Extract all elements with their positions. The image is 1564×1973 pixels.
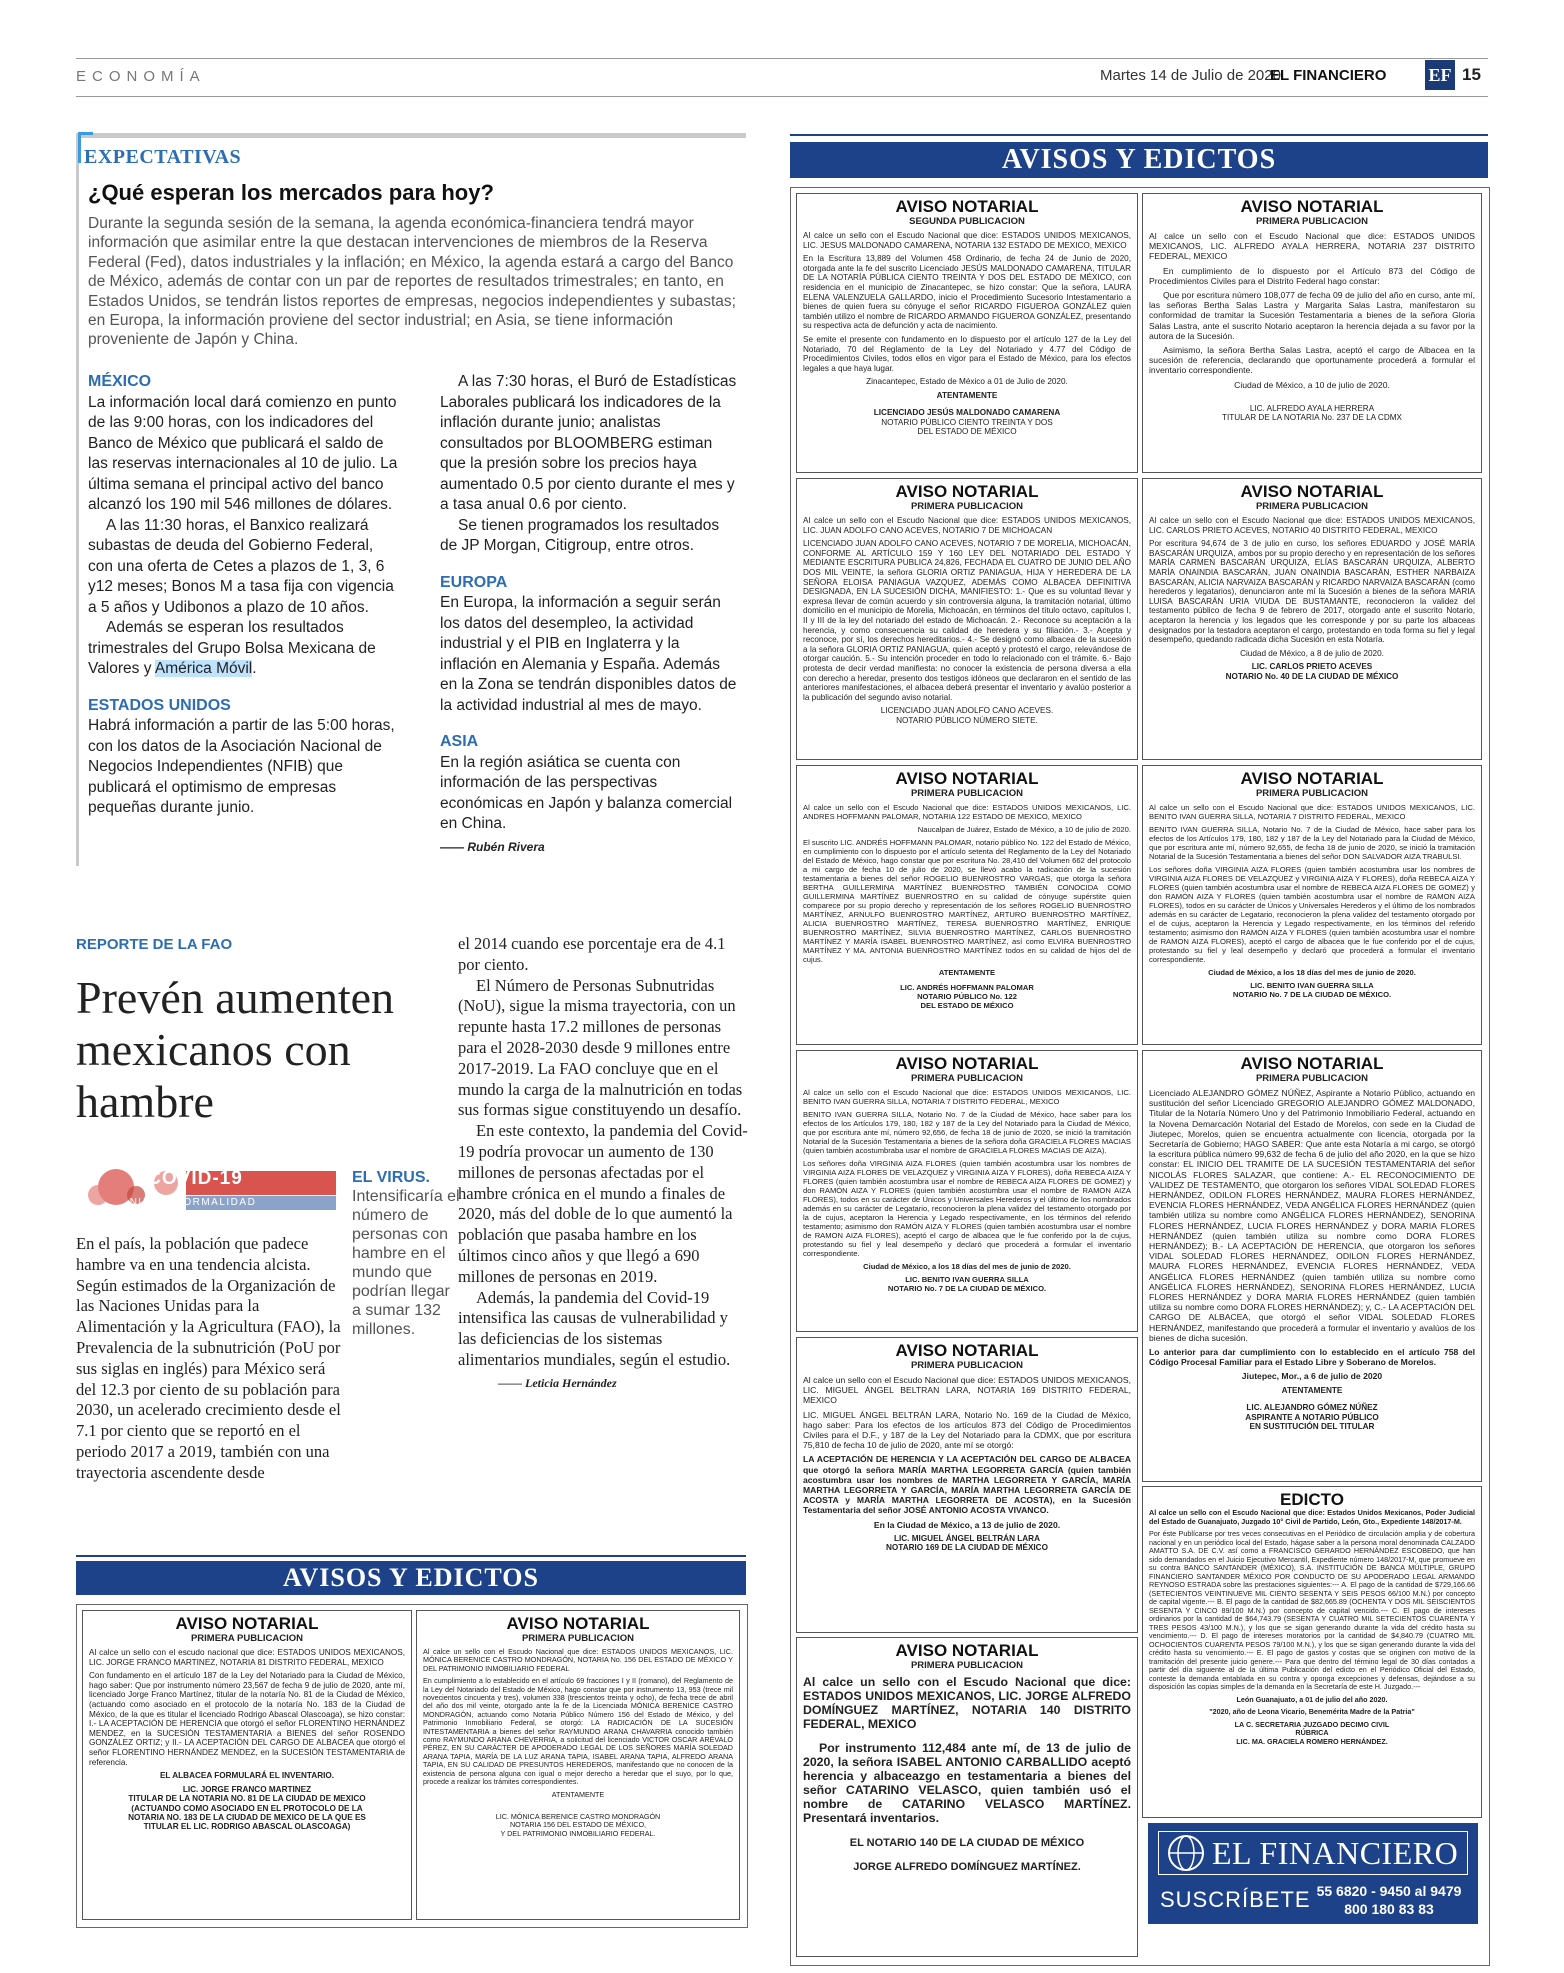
section-label: ECONOMÍA <box>76 68 206 85</box>
notice-body <box>1149 516 1475 658</box>
expectativas-intro: Durante la segunda sesión de la semana, la agenda económica-financiera tendrá mayor información que asimilar entre la que destacan intervenciones de miembros de la Reserva Federal (Fed), datos industriales y la inflación; en México, la agenda estará a cargo del Banco de México, además de contar con un par de reportes de resultados trimestrales; en tanto, en Estados Unidos, se tendrán listos reportes de empresas, negocios independientes y subastas; en Europa, la información proviene del sector industrial; en Asia, se tiene información proveniente de Japón y China. <box>88 215 736 349</box>
el-virus-caption <box>352 1168 462 1339</box>
notice-subtitle: PRIMERA PUBLICACION <box>1255 216 1369 227</box>
edicto-leon <box>1142 1486 1482 1818</box>
signature-line: DEL ESTADO DE MÉXICO <box>920 1001 1014 1010</box>
el-virus-head: EL VIRUS. <box>352 1169 430 1186</box>
notice-paragraph: León Guanajuato, a 01 de julio del año 2020. <box>1236 1694 1388 1704</box>
notice-signature <box>423 1813 733 1838</box>
signature-line: NOTARIO No. 7 DE LA CIUDAD DE MÉXICO. <box>1232 990 1392 999</box>
notice-paragraph: Al calce un sello con el Escudo Nacional que dice: ESTADOS UNIDOS MEXICANOS, LIC. JORGE ALFREDO DOMÍNGUEZ MARTÍNEZ, NOTARIA 140 DISTRITO FEDERAL, MEXICO <box>803 1675 1131 1731</box>
notice-paragraph: BENITO IVAN GUERRA SILLA, Notario No. 7 de la Ciudad de México, hace saber para los efectos de los Artículos 179, 180, 182 y 187 de la Ley del Notariado para la Ciudad de México, que por escritura ante mí, número 92,656, de fecha 18 de junio de 2020, se inició la tramitación Notarial de la Sucesión Testamentaria a bienes de la señora doña GRACIELA FLORES MACIAS (quien también acostumbraba usar el nombre de GRACIELA FLORES MACIAS DE AIZA). <box>803 1110 1131 1155</box>
expectativas-byline: —— Rubén Rivera <box>440 839 545 854</box>
notice-paragraph: Que por escritura número 108,077 de fecha 09 de julio del año en curso, ante mí, las señoras Bertha Salas Lastra y Margarita Salas Lastra, manifestaron su conformidad de tramitar la Sucesión Testamentaria a bienes de la señora Gloria Salas Lastra, ante el suscrito Notario aceptaron la herencia dejada a su favor por la autora de la Sucesión. <box>1149 290 1475 341</box>
notice-title: AVISO NOTARIAL <box>175 1614 319 1633</box>
fao-right-column <box>458 934 748 1394</box>
notice-signature <box>1149 1721 1475 1747</box>
notice-paragraph: Por escritura 94,674 de 3 de julio en curso, los señores EDUARDO y JOSÉ MARÍA BASCARÁN URQUIZA, ambos por su propio derecho y en representación de los señores MARÍA CARMEN BASCARÁN URQUIZA, ELÍAS BASCARÁN URQUIZA, ALBERTO MARÍA ONAINDIA BASCARÁN, JUAN ONAINDIA BASCARÁN, ESTHER NARBAIZA BASCARÁN, ALICIA NARVAIZA BASCARÁN y RICARDO NARVAIZA BASCARÁN (como herederos y legatarios), denunciaron ante mí la Sucesión a bienes de la señora MARIA LUISA BASCARÁN URIA VIUDA DE BUSTAMANTE, reconocieron la validez del testamento público de fecha 9 de febrero de 2017, otorgado ante el suscrito Notario, aceptaron la herencia y los legados que les corresponde y por su parte los albaceas designados por la testadora aceptaron el cargo, protestando en toda forma su fiel y legal desempeño, quedando radicada dicha Sucesión en esta Notaría. <box>1149 539 1475 645</box>
notice-subtitle: PRIMERA PUBLICACION <box>910 501 1024 512</box>
notice-paragraph: LIC. MIGUEL ÁNGEL BELTRÁN LARA, Notario No. 169 de la Ciudad de México, hago saber: Para los efectos de los artículos 873 del Código de Procedimientos Civiles para el D.F., y 187 de la Ley del Notariado para la CDMX, que por escritura 75,810 de fecha 10 de julio de 2020, ante mí se otorgó: <box>803 1409 1131 1451</box>
notice-signature <box>803 1275 1131 1293</box>
notice-signature <box>803 1534 1131 1553</box>
mexico-paragraph-1: La información local dará comienzo en punto de las 9:00 horas, con los indicadores del Banco de México que publicará el saldo de las reservas internacionales al 10 de julio. La última semana el principal activo del banco alcanzó los 190 mil 546 millones de dólares. <box>88 393 398 513</box>
notice-maldonado <box>796 193 1138 473</box>
notice-title: AVISO NOTARIAL <box>895 769 1039 788</box>
signature-line: LIC. BENITO IVAN GUERRA SILLA <box>905 1275 1029 1284</box>
signature-line: LA C. SECRETARIA JUZGADO DECIMO CIVIL <box>1234 1719 1390 1729</box>
notice-title: EDICTO <box>1280 1490 1344 1509</box>
notice-title: AVISO NOTARIAL <box>1240 197 1384 216</box>
signature-line: JORGE ALFREDO DOMÍNGUEZ MARTÍNEZ. <box>853 1861 1081 1873</box>
notice-paragraph: Ciudad de México, a 10 de julio de 2020. <box>1234 379 1390 390</box>
covid-label: COVID-19 <box>147 1168 243 1189</box>
notice-paragraph: Zinacantepec, Estado de México a 01 de Julio de 2020. <box>866 377 1068 387</box>
signature-line: LICENCIADO JESÚS MALDONADO CAMARENA <box>873 408 1061 418</box>
notice-signature <box>89 1785 405 1832</box>
notice-prieto <box>1142 478 1482 760</box>
notice-subtitle: PRIMERA PUBLICACION <box>521 1633 635 1644</box>
notice-signature <box>803 968 1131 1010</box>
date-line: Martes 14 de Julio de 2020 <box>1100 67 1281 84</box>
eu-heading: ESTADOS UNIDOS <box>88 696 231 714</box>
notice-paragraph: Al calce un sello con el Escudo Nacional que dice: ESTADOS UNIDOS MEXICANOS, LIC. JESUS MALDONADO CAMARENA, NOTARIA 132 ESTADO DE MEXICO, MEXICO <box>803 231 1131 250</box>
mexico-p3-text: Además se esperan los resultados trimestrales del Grupo Bolsa Mexicana de Valores y <box>88 619 376 677</box>
subscribe-ad[interactable] <box>1148 1823 1478 1924</box>
notice-paragraph: En la Ciudad de México, a 13 de julio de 2020. <box>873 1519 1061 1530</box>
signature-line: RÚBRICA <box>1295 1728 1329 1737</box>
fao-headline: Prevén aumenten mexicanos con hambre <box>76 972 395 1127</box>
notice-body <box>803 803 1131 964</box>
notice-cano <box>796 478 1138 760</box>
signature-line: NOTARIO No. 40 DE LA CIUDAD DE MÉXICO <box>1225 671 1399 681</box>
notice-paragraph: Jiutepec, Mor., a 6 de julio de 2020 <box>1241 1371 1383 1382</box>
signature-line: LIC. ALFREDO AYALA HERRERA <box>1249 403 1375 413</box>
notice-title: AVISO NOTARIAL <box>1240 769 1384 788</box>
notice-paragraph: Asimismo, la señora Bertha Salas Lastra, aceptó el cargo de Albacea en la sucesión de referencia, declarando que oportunamente procederá a formular el inventario correspondiente. <box>1149 345 1475 376</box>
notice-subtitle: PRIMERA PUBLICACION <box>910 1360 1024 1371</box>
expectativas-right-column <box>440 372 740 857</box>
notice-beltran <box>796 1337 1138 1633</box>
globe-icon <box>1164 1833 1208 1873</box>
notice-paragraph: Al calce un sello con el Escudo Nacional que dice: ESTADOS UNIDOS MEXICANOS, LIC. CARLOS PRIETO ACEVES, NOTARIO 40 DISTRITO FEDERAL, MEXICO <box>1149 516 1475 535</box>
notice-paragraph: Al calce un sello con el Escudo Nacional que dice: ESTADOS UNIDOS MEXICANOS, LIC. MÓNICA BERENICE CASTRO MONDRAGÓN, NOTARIA No. 156 DEL ESTADO DE MÉXICO Y DEL PATRIMONIO INMOBILIARIO FEDERAL <box>423 1647 733 1673</box>
notice-franco <box>82 1610 412 1920</box>
fao-right-p4: Además, la pandemia del Covid-19 intensifica las causas de vulnerabilidad y las deficiencias de los sistemas alimentarios mundiales, según el estudio. <box>458 1287 731 1369</box>
notice-paragraph: Por éste Publícarse por tres veces consecutivas en el Periódico de circulación amplia y de cobertura nacional y en un periódico local del Estado, hágase saber a la persona moral denominada CALZADO AMATTO S.A. DE C.V. así como a FRANCISCO GERARDO HERNÁNDEZ ESCOBEDO, que han sido demandados en el Juicio Ejecutivo Mercantil, Expediente número 148/2017-M, que promueve en su contra BANCO SANTANDER (MÉXICO), S.A. INSTITUCIÓN DE BANCA MÚLTIPLE, GRUPO FINANCIERO SANTANDER MÉXICO POR CONDUCTO DE SU APODERADO LEGAL ARMANDO REYNOSO ESTRADA sobre las prestaciones siguientes:--- A. El pago de la cantidad de $729,166.66 (SETECIENTOS VEINTINUEVE MIL CIENTO SESENTA Y SEIS PESOS 66/100 M.N.) por concepto de capital vigente.--- B. El pago de la cantidad de $82,665.89 (OCHENTA Y DOS MIL SEISCIENTOS SESENTA Y CINCO 89/100 M.N.) por concepto de capital vencido.--- C. El pago de intereses ordinarios por la cantidad de $64,743.79 (SESENTA Y CUATRO MIL SETECIENTOS CUARENTA Y TRES PESOS 43/100 M.N.), y los que se sigan generando durante la vida del crédito hasta su vencimiento.--- D. El pago de intereses moratorios por la cantidad de $4,840.79 (CUATRO MIL OCHOCIENTOS CUARENTA PESOS 79/100 M.N.), y los que se sigan generando durante la vida del crédito hasta su vencimiento.--- E. El pago de gastos y costas que se originen con motivo de la tramitación del presente juicio genere.--- Para que dentro del término legal de 30 días contados a partir del día siguiente al de la última Publicación del edicto en el Periódico Oficial del Estado, conteste la demanda entablada en su contra y oponga excepciones y defensas, dejándose a su disposición las copias simples de la demanda en la Secretaría de este H. Juzgado.--- <box>1149 1529 1475 1691</box>
signature-line: NOTARIO PÚBLICO CIENTO TREINTA Y DOS <box>881 417 1053 427</box>
signature-line: LIC. BENITO IVAN GUERRA SILLA <box>1250 981 1374 990</box>
fao-right-p1: el 2014 cuando ese porcentaje era de 4.1 por ciento. <box>458 934 726 974</box>
notice-paragraph: Al calce un sello con el Escudo Nacional que dice: ESTADOS UNIDOS MEXICANOS, LIC. MIGUEL ÁNGEL BELTRAN LARA, NOTARIA 169 DISTRITO FEDERAL, MEXICO <box>803 1375 1131 1406</box>
europa-heading: EUROPA <box>440 573 508 591</box>
notice-paragraph: Ciudad de México, a los 18 días del mes de junio de 2020. <box>1208 968 1416 977</box>
signature-line: EN SUSTITUCIÓN DEL TITULAR <box>1249 1421 1375 1431</box>
notice-paragraph: En la Escritura 13,889 del Volumen 458 Ordinario, de fecha 24 de Junio de 2020, otorgada ante la fe del suscrito Licenciado JESÚS MALDONADO CAMARENA, TITULAR DE LA NOTARÍA PÚBLICA CIENTO TREINTA Y DOS DEL ESTADO DE MÉXICO, con residencia en el municipio de Zinacantepec, se hizo constar: Que la señora, LAURA ELENA VALENZUELA GALLARDO, inicio el Procedimiento Sucesorio Intestamentario a bienes de quien fuera su cónyuge el señor RICARDO FIGUEROA GONZÁLEZ quien también utilizo el nombre de RICARDO ARMANDO FIGUEROA GONZÁLEZ, presentando su respectiva acta de defunción y acta de nacimiento. <box>803 254 1131 331</box>
notice-paragraph: Al calce un sello con el escudo nacional que dice: ESTADOS UNIDOS MEXICANOS, LIC. JORGE FRANCO MARTINEZ, NOTARIA 81 DISTRITO FEDERAL, MEXICO <box>89 1648 405 1667</box>
ad-brand: EL FINANCIERO <box>1212 1835 1459 1871</box>
signature-line: LIC. MÓNICA BERENICE CASTRO MONDRAGÓN <box>495 1811 661 1821</box>
signature-line: LIC. MIGUEL ÁNGEL BELTRÁN LARA <box>893 1533 1040 1543</box>
notice-subtitle: PRIMERA PUBLICACION <box>910 788 1024 799</box>
signature-line: NOTARIA 156 DEL ESTADO DE MÉXICO, <box>509 1820 647 1830</box>
publication-name: EL FINANCIERO <box>1270 67 1387 84</box>
fao-right-p2: El Número de Personas Subnutridas (NoU), sigue la misma trayectoria, con un repunte hasta 17.2 millones de personas para el 2028-2030 desde 9 millones entre 2017-2019. La FAO concluye que en el mundo la carga de la malnutrición en todas sus formas sigue constituyendo un desafío. <box>458 975 743 1120</box>
notice-paragraph: LA ACEPTACIÓN DE HERENCIA Y LA ACEPTACIÓN DEL CARGO DE ALBACEA que otorgó la señora MARÍA MARTHA LEGORRETA GARCÍA (quien también acostumbra usar los nombres de MARTHA LEGORRETA Y GARCÍA, MARÍA MARTHA LEGORRETA Y GARCÍA, MARÍA MARTHA LEGORRETA GARCÍA DE ACOSTA y MARÍA MARTHA LEGORRETA DE ACOSTA), en la Sucesión Testamentaria del señor JOSÉ ANTONIO ACOSTA VIVANCO. <box>803 1454 1131 1516</box>
header-top-rule <box>76 58 1488 59</box>
notice-title: AVISO NOTARIAL <box>1240 482 1384 501</box>
notice-body <box>803 516 1131 702</box>
ad-subscribe-cta[interactable]: SUSCRÍBETE <box>1160 1887 1311 1912</box>
notice-subtitle: PRIMERA PUBLICACION <box>1255 1073 1369 1084</box>
avisos-right-top-rule <box>790 134 1488 136</box>
notice-subtitle: PRIMERA PUBLICACION <box>910 1073 1024 1084</box>
notice-paragraph: EL ALBACEA FORMULARÁ EL INVENTARIO. <box>159 1771 335 1781</box>
notice-body <box>803 231 1131 387</box>
signature-line: ASPIRANTE A NOTARIO PÚBLICO <box>1245 1412 1379 1422</box>
signature-line: LIC. ANDRÉS HOFFMANN PALOMAR <box>900 983 1034 992</box>
asia-paragraph: En la región asiática se cuenta con información de las perspectivas económicas en Japón y balanza comercial en China. <box>440 753 733 832</box>
ef-logo: EF <box>1425 60 1455 90</box>
notice-hoffmann <box>796 765 1138 1045</box>
notice-paragraph: Naucalpan de Juárez, Estado de México, a 10 de julio de 2020. <box>917 825 1131 834</box>
signature-line: LIC. ALEJANDRO GÓMEZ NÚÑEZ <box>1246 1403 1378 1413</box>
ad-phone-1[interactable]: 55 6820 - 9450 al 9479 <box>1316 1883 1462 1899</box>
mexico-p3-end: . <box>252 660 257 677</box>
fao-right-p3: En este contexto, la pandemia del Covid-19 podría provocar un aumento de 130 millones de personas afectadas por el hambre crónica en el mundo a finales de 2020, más del doble de lo que aumentó la población que pasaba hambre en los últimos cinco años y que llegó a 690 millones de personas en 2019. <box>458 1121 748 1286</box>
notice-paragraph: El suscrito LIC. ANDRÉS HOFFMANN PALOMAR, notario público No. 122 del Estado de México, en cumplimiento con lo dispuesto por el artículo setenta del Reglamento de la Ley del Notariado del Estado de México, hago constar que por escritura No. 28,410 del Volumen 662 del protocolo a mi cargo de fecha 10 de julio de 2020, se llevó acabo la radicación de la sucesión testamentaria a bienes del señor ROGELIO BUENROSTRO VARGAS, que otorga la señora BERTHA GUILLERMINA MARTÍNEZ BUENROSTRO TAMBIÉN CONOCIDA COMO GUILLERMINA MARTÍNEZ BUENROSTRO en su calidad de cónyuge supérstite quien comparece por su propio derecho y representación de los señores ROGELIO BUENROSTRO MARTÍNEZ, ARNULFO BUENROSTRO MARTÍNEZ, ARTURO BUENROSTRO MARTÍNEZ, ALICIA BUENROSTRO MARTÍNEZ, TERESA BUENROSTRO MARTÍNEZ, ENRIQUE BUENROSTRO MARTÍNEZ, SILVIA BUENROSTRO MARTÍNEZ, CARLOS BUENROSTRO MARTÍNEZ Y MARÍA ISABEL BUENROSTRO MARTÍNEZ, así como ELVIRA BUENROSTRO MARTÍNEZ Y MA. ANTONIA BUENROSTRO MARTÍNEZ todos en su calidad de hijos del de cujus. <box>803 838 1131 964</box>
notice-paragraph: Los señores doña VIRGINIA AIZA FLORES (quien también acostumbra usar los nombres de VIRGINIA AIZA FLORES DE VELAZQUEZ y VIRGINIA AIZA Y FLORES), doña REBECA AIZA Y FLORES (quien también acostumbra usar el nombre de REBECA AIZA FLORES DE GOMEZ) y don RAMÓN AIZA Y FLORES (quien también acostumbra usar el nombre de RAMON AIZA FLORES), todos en su carácter de Únicos y Universales Herederos y el último de los nombrados además en su carácter de Legatario, reconocieron la plena validez del testamento otorgado por el de cujus, aceptaron la Herencia y Legado respectivamente, en los términos del referido testamento; asimismo don RAMÓN AIZA Y FLORES (quien también acostumbra usar el nombre de RAMON AIZA FLORES), aceptó el cargo de albacea que le fue conferido por el de cujus, protestando su fiel y leal desempeño y declaró que procederá a formular el inventario correspondiente. <box>1149 865 1475 964</box>
signature-line: ATENTAMENTE <box>938 968 996 977</box>
signature-line: LICENCIADO JUAN ADOLFO CANO ACEVES. <box>880 706 1054 716</box>
notice-subtitle: PRIMERA PUBLICACION <box>1255 501 1369 512</box>
signature-line: NOTARIO PÚBLICO No. 122 <box>917 992 1017 1001</box>
signature-line: LIC. MA. GRACIELA ROMERO HERNÁNDEZ. <box>1236 1736 1388 1746</box>
notice-title: AVISO NOTARIAL <box>506 1614 650 1633</box>
notice-paragraph: Los señores doña VIRGINIA AIZA FLORES (quien también acostumbra usar los nombres de VIRGINIA AIZA FLORES DE VELAZQUEZ y VIRGINIA AIZA Y FLORES), doña REBECA AIZA Y FLORES (quien también acostumbra usar el nombre de REBECA AIZA FLORES DE GOMEZ) y don RAMÓN AIZA Y FLORES (quien también acostumbra usar el nombre de RAMON AIZA FLORES), todos en su carácter de Únicos y Universales Herederos y el último de los nombrados además en su carácter de Legatario, reconocieron la plena validez del testamento otorgado por la de cujus, aceptaron la Herencia y Legado respectivamente, en los términos del referido testamento; asimismo don RAMÓN AIZA Y FLORES (quien también acostumbra usar el nombre de RAMON AIZA FLORES), aceptó el cargo de albacea que le fue conferido por la de cujus, protestando su fiel y leal desempeño y declaró que procederá a formular el inventario correspondiente. <box>803 1159 1131 1258</box>
signature-line: TITULAR EL LIC. RODRIGO ABASCAL OLASCOAGA) <box>143 1822 351 1832</box>
notice-signature <box>1149 981 1475 999</box>
signature-line: NOTARIO No. 7 DE LA CIUDAD DE MÉXICO. <box>887 1284 1047 1293</box>
expectativas-title: ¿Qué esperan los mercados para hoy? <box>88 180 494 205</box>
signature-line: NOTARIO PÚBLICO NÚMERO SIETE. <box>896 715 1038 725</box>
notice-subtitle: SEGUNDA PUBLICACION <box>909 216 1025 227</box>
notice-paragraph: Al calce un sello con el Escudo Nacional que dice: Estados Unidos Mexicanos, Poder Judicial del Estado de Guanajuato, Juzgado 10° Civil de Partido, León, Gto., Expediente 148/2017-M. <box>1149 1508 1475 1526</box>
notice-title: AVISO NOTARIAL <box>895 482 1039 501</box>
notice-dominguez <box>796 1637 1138 1957</box>
ad-phone-2[interactable]: 800 180 83 83 <box>1344 1901 1434 1917</box>
notice-paragraph: BENITO IVAN GUERRA SILLA, Notario No. 7 de la Ciudad de México, hace saber para los efectos de los Artículos 179, 180, 182 y 187 de la Ley del Notariado para la Ciudad de México, que por escritura ante mí, número 92,655, de fecha 18 de junio de 2020, se inició la tramitación Notarial de la Sucesión Testamentaria a bienes del señor DON SALVADOR AIZA TRABULSI. <box>1149 825 1475 861</box>
notice-signature <box>803 391 1131 437</box>
notice-gomez <box>1142 1050 1482 1482</box>
notice-title: AVISO NOTARIAL <box>895 1341 1039 1360</box>
notice-subtitle: PRIMERA PUBLICACION <box>1255 788 1369 799</box>
signature-line: ATENTAMENTE <box>936 390 998 400</box>
notice-paragraph: En cumplimiento de lo dispuesto por el Artículo 873 del Código de Procedimientos Civiles para el Distrito Federal hago constar: <box>1149 265 1475 286</box>
notice-ayala <box>1142 193 1482 473</box>
notice-body <box>1149 231 1475 390</box>
notice-paragraph: Por instrumento 112,484 ante mí, de 13 de julio de 2020, la señora ISABEL ANTONIO CARBALLIDO aceptó herencia y albaceazgo en testamentaria a bienes del señor CATARINO VELASCO, quien también usó el nombre de CATARINO VELASCO MARTÍNEZ. Presentará inventarios. <box>803 1741 1131 1825</box>
notice-castro <box>416 1610 740 1920</box>
notice-paragraph: Con fundamento en el artículo 187 de la Ley del Notariado para la Ciudad de México, hago saber: Que por instrumento número 23,567 de fecha 9 de julio de 2020, ante mí, licenciado Jorge Franco Martínez, titular de la notaría No. 81 de la Ciudad de México, (actuando como asociado en el protocolo de la notaría No. 183 de la Ciudad de México, de la que es titular el licenciado Rodrigo Abascal Olascoaga), se hizo constar: I.- LA ACEPTACIÓN DE HERENCIA que otorgó el señor FLORENTINO HERNÁNDEZ MENDEZ, en la SUCESIÓN TESTAMENTARIA a BIENES del señor ROSENDO GONZÁLEZ ORTIZ; y II.- LA ACEPTACIÓN DEL CARGO DE ALBACEA que otorgó el señor FLORENTINO HERNÁNDEZ MENDEZ, en la SUCESIÓN TESTAMENTARIA de referencia. <box>89 1671 405 1767</box>
mexico-heading: MÉXICO <box>88 373 152 390</box>
mexico-paragraph-2: A las 11:30 horas, el Banxico realizará subastas de deuda del Gobierno Federal, con una oferta de Cetes a plazos de 1, 3, 6 y12 meses; Bonos M a tasa fija con vigencia a 5 años y Udibonos a plazo de 10 años. <box>88 516 394 616</box>
notice-title: AVISO NOTARIAL <box>1240 1054 1384 1073</box>
europa-paragraph: En Europa, la información a seguir serán los datos del desempleo, la actividad industrial y el PIB en Inglaterra y la inflación en Alemania y España. Además en la Zona se tendrán disponibles datos de la actividad industrial al mes de mayo. <box>440 594 737 714</box>
avisos-right-banner: AVISOS Y EDICTOS <box>790 142 1488 178</box>
signature-line: NOTARIO 169 DE LA CIUDAD DE MÉXICO <box>886 1543 1048 1553</box>
right-paragraph-2: Se tienen programados los resultados de JP Morgan, Citigroup, entre otros. <box>440 516 720 554</box>
right-paragraph-1: A las 7:30 horas, el Buró de Estadísticas Laborales publicará los indicadores de la inflación durante junio; analistas consultados por BLOOMBERG estiman que la presión sobre los precios haya aumentado 0.5 por ciento durante el mes y a tasa anual 0.6 por ciento. <box>440 373 737 513</box>
notice-body <box>803 1675 1131 1825</box>
notice-title: AVISO NOTARIAL <box>895 197 1039 216</box>
notice-body <box>803 1375 1131 1530</box>
expectativas-tag: EXPECTATIVAS <box>84 146 242 168</box>
notice-paragraph: ATENTAMENTE <box>551 1789 605 1799</box>
notice-subtitle: PRIMERA PUBLICACION <box>190 1633 304 1644</box>
notice-paragraph: Al calce un sello con el Escudo Nacional que dice: ESTADOS UNIDOS MEXICANOS, LIC. BENITO IVAN GUERRA SILLA, NOTARIA 7 DISTRITO FEDERAL, MEXICO <box>1149 803 1475 821</box>
notice-body <box>1149 1509 1475 1717</box>
covid-sublabel: NUEVA NORMALIDAD <box>129 1197 257 1208</box>
fao-tag: REPORTE DE LA FAO <box>76 936 233 953</box>
signature-line: (ACTUANDO COMO ASOCIADO EN EL PROTOCOLO DE LA <box>131 1803 363 1813</box>
notice-signature <box>803 706 1131 725</box>
notice-paragraph: Al calce un sello con el Escudo Nacional que dice: ESTADOS UNIDOS MEXICANOS, LIC. BENITO IVAN GUERRA SILLA, NOTARIA 7 DISTRITO FEDERAL, MEXICO <box>803 1088 1131 1106</box>
notice-paragraph: "2020, año de Leona Vicario, Benemérita Madre de la Patria" <box>1209 1707 1415 1716</box>
signature-line: TITULAR DE LA NOTARIA No. 237 DE LA CDMX <box>1221 413 1403 423</box>
asia-heading: ASIA <box>440 733 479 750</box>
signature-line: TITULAR DE LA NOTARIA NO. 81 DE LA CIUDAD DE MEXICO <box>128 1794 366 1804</box>
notice-paragraph: Ciudad de México, a 8 de julio de 2020. <box>1240 648 1384 658</box>
signature-line: Y DEL PATRIMONIO INMOBILIARIO FEDERAL. <box>500 1828 656 1838</box>
highlighted-company[interactable]: América Móvil <box>154 660 253 677</box>
notice-paragraph: Al calce un sello con el Escudo Nacional que dice: ESTADOS UNIDOS MEXICANOS, LIC. ANDRES HOFFMANN PALOMAR, NOTARIA 122 ESTADO DE MEXICO, MEXICO <box>803 803 1131 821</box>
notice-paragraph: En cumplimiento a lo establecido en el artículo 69 fracciones I y II (romano), del Reglamento de la Ley del Notariado del Estado de México, hago constar que por instrumento 13, 953 (trece mil novecientos cincuenta y tres), volumen 338 (trescientos treinta y ocho), de fecha trece de abril del año dos mil veinte, otorgado ante la fe de la Licenciada MÓNICA BERENICE CASTRO MONDRAGÓN, actuando como Notaria Público Número 156 del Estado de México, y del Patrimonio Inmobiliario Federal, se otorgó: LA RADICACIÓN DE LA SUCESIÓN INTESTAMENTARIA a bienes del señor RAYMUNDO ARANA CHAVARRIA conocido también como RAYMUNDO ARANA CHEVERRIA, a solicitud del licenciado VICTOR OSCAR ARÉVALO PÉREZ, EN SU CARÁCTER DE APODERADO LEGAL DE LOS SEÑORES MARÍA SOLEDAD ARANA TAPIA, MARÍA DE LA LUZ ARANA TAPIA, ISABEL ARANA TAPIA, ALFREDO ARANA TAPIA, EN SU CALIDAD DE PRESUNTOS HEREDEROS, manifestando que no conocen de la existencia de persona alguna con igual o mejor derecho a heredar que el suyo, por lo que, procede a realizar los trámites correspondientes. <box>423 1676 733 1787</box>
signature-line: ATENTAMENTE <box>1281 1385 1343 1395</box>
notice-title: AVISO NOTARIAL <box>895 1641 1039 1660</box>
avisos-left-banner: AVISOS Y EDICTOS <box>76 1561 746 1595</box>
notice-subtitle: PRIMERA PUBLICACION <box>910 1660 1024 1671</box>
signature-line: EL NOTARIO 140 DE LA CIUDAD DE MÉXICO <box>849 1837 1085 1849</box>
notice-paragraph: Al calce un sello con el Escudo Nacional que dice: ESTADOS UNIDOS MEXICANOS, LIC. JUAN ADOLFO CANO ACEVES, NOTARIO 7 DE MICHOACAN <box>803 516 1131 535</box>
notice-body <box>423 1648 733 1799</box>
notice-signature <box>803 1837 1131 1873</box>
fao-byline: —— Leticia Hernández <box>498 1375 617 1390</box>
el-virus-text: Intensificaría el número de personas con hambre en el mundo que podrían llegar a sumar 132 millones. <box>352 1188 460 1338</box>
signature-line: LIC. CARLOS PRIETO ACEVES <box>1251 662 1373 672</box>
signature-line: DEL ESTADO DE MÉXICO <box>917 427 1017 437</box>
notice-body <box>1149 803 1475 977</box>
notice-body <box>803 1088 1131 1271</box>
page-number: 15 <box>1462 65 1481 84</box>
avisos-left-top-rule <box>76 1555 746 1557</box>
header-bottom-rule <box>76 96 1488 97</box>
signature-line: NOTARIA NO. 183 DE LA CIUDAD DE MEXICO DE LA QUE ES <box>128 1812 366 1822</box>
notice-paragraph: Licenciado ALEJANDRO GÓMEZ NÚÑEZ, Aspirante a Notario Público, actuando en sustitución del señor Licenciado GREGORIO ALEJANDRO GÓMEZ MALDONADO, Titular de la Notaría Número Uno y del Patrimonio Inmobiliario Federal, actuando en la Novena Demarcación Notarial del Estado de Morelos, con sede en la Ciudad de Jiutepec, Morelos, quien se encuentra actualmente con licencia, otorgada por la Secretaría de Gobierno; HAGO SABER: Que ante esta Notaría a mi cargo, se otorgó la escritura pública número 99,632 de fecha 6 de julio del año 2020, en la que se hizo constar: EL INICIO DEL TRAMITE DE LA SUCESIÓN TESTAMENTARIA del señor NICOLÁS FLORES SALAZAR, que contiene: A.- EL RECONOCIMIENTO DE VALIDEZ DE TESTAMENTO, que otorgaron los señores VIDAL SOLEDAD FLORES HERNÁNDEZ, ODILON FLORES HERNÁNDEZ, MAURA FLORES HERNÁNDEZ, EVENCIA FLORES HERNÁNDEZ, VEDA ANGÉLICA FLORES HERNÁNDEZ (quien también utiliza su nombre como ANGÉLICA FLORES HERNÁNDEZ), SENORINA FLORES HERNÁNDEZ, LUCIA FLORES HERNÁNDEZ y DORA MARIA FLORES HERNÁNDEZ (quien también utiliza su nombre como DORA FLORES HERNÁNDEZ); B.- LA ACEPTACIÓN DE HERENCIA, que otorgaron los señores VIDAL SOLEDAD FLORES HERNÁNDEZ, ODILON FLORES HERNÁNDEZ, MAURA FLORES HERNÁNDEZ, EVENCIA FLORES HERNÁNDEZ, VEDA ANGÉLICA FLORES HERNÁNDEZ (quien también utiliza su nombre como ANGÉLICA FLORES HERNÁNDEZ), SENORINA FLORES HERNÁNDEZ, LUCIA FLORES HERNÁNDEZ y DORA MARIA FLORES HERNÁNDEZ (quien también utiliza su nombre como DORA FLORES HERNÁNDEZ); y, C.- LA ACEPTACIÓN DEL CARGO DE ALBACEA, que otorgó el señor VIDAL SOLEDAD FLORES HERNÁNDEZ, manifestando que procederá a formular el inventario y avalúos de los bienes de dicha sucesión. <box>1149 1088 1475 1343</box>
signature-line: LIC. JORGE FRANCO MARTINEZ <box>182 1784 312 1794</box>
expectativas-left-column <box>88 372 398 819</box>
notice-signature <box>1149 1386 1475 1432</box>
notice-paragraph: Lo anterior para dar cumplimiento con lo establecido en el artículo 758 del Código Procesal Familiar para el Estado Libre y Soberano de Morelos. <box>1149 1347 1475 1368</box>
notice-paragraph: Al calce un sello con el Escudo Nacional que dice: ESTADOS UNIDOS MEXICANOS, LIC. ALFREDO AYALA HERRERA, NOTARIA 237 DISTRITO FEDERAL, MEXICO <box>1149 231 1475 262</box>
notice-paragraph: Ciudad de México, a los 18 días del mes de junio de 2020. <box>863 1262 1071 1271</box>
notice-paragraph: LICENCIADO JUAN ADOLFO CANO ACEVES, NOTARIO 7 DE MORELIA, MICHOACÁN, CONFORME AL ARTÍCULO 159 Y 160 LEY DEL NOTARIADO DEL ESTADO Y MEDIANTE ESCRITURA PUBLICA 24,826, FECHADA EL CUATRO DE JUNIO DEL AÑO DOS MIL VEINTE, la señora GLORIA ORTIZ PANIAGUA, HIJA Y HEREDERA DE LA SEÑORA ELOISA PANIAGUA VAZQUEZ, ADEMÁS COMO ALBACEA DEFINITIVA DESIGNADA, EN LA SUCESIÓN DICHA, MANIFIESTO: 1.- Que es su voluntad llevar y expresa llevar de común acuerdo y sin controversia alguna, la tramitación notarial, último domicilio en el municipio de Morelia, Michoacán, en términos del título octavo, capítulos I, II y III de la ley del notariado del estado de Michoacán. 2.- Reconoce su aceptación a la herencia, y como consecuencia su calidad de heredera y su filiación.- 3.- Acepta y reconoce, por sí, los derechos hereditarios.- 4.- Se designó como albacea de la sucesión a la señora GLORIA ORTIZ PANIAGUA, quien aceptó y protestó el cargo, relevándose de otorgar caución. 5.- Su intención proceder en todo lo relacionado con el trámite. 6.- Bajo protesta de decir verdad manifiesta: no conocer la existencia de persona diversa a ella con derecho a heredar, presento dos testigos idóneos que declararon en el sentido de las anteriores manifestaciones, el albacea deberá presentar el inventario y avalúo posterior a la publicación del segundo aviso notarial. <box>803 539 1131 702</box>
mexico-paragraph-3 <box>88 618 398 680</box>
notice-signature <box>1149 404 1475 423</box>
eu-paragraph: Habrá información a partir de las 5:00 horas, con los datos de la Asociación Nacional de Negocios Independientes (NFIB) que publicará el optimismo de empresas pequeñas durante junio. <box>88 717 395 816</box>
notice-title: AVISO NOTARIAL <box>895 1054 1039 1073</box>
notice-guerra-2 <box>796 1050 1138 1332</box>
notice-signature <box>1149 662 1475 681</box>
notice-body <box>1149 1088 1475 1382</box>
notice-guerra-1 <box>1142 765 1482 1045</box>
notice-body <box>89 1648 405 1781</box>
fao-left-column: En el país, la población que padece hambre va en una tendencia alcista. Según estimados de la Organización de las Naciones Unidas para la Alimentación y la Agricultura (FAO), la Prevalencia de la subnutrición (PoU por sus siglas en inglés) para México será del 12.3 por ciento de su población para 2030, un acelerado crecimiento desde el 7.1 por ciento que se reportó en el periodo 2017 a 2019, también con una trayectoria ascendente desde <box>76 1234 341 1482</box>
notice-paragraph: Se emite el presente con fundamento en lo dispuesto por el artículo 127 de la Ley del Notariado, 70 del Reglamento de la Ley del Notariado y 4.77 del Código de Procedimientos Civiles, todos ellos en vigor para el Estado de México, para los efectos legales a que haya lugar. <box>803 334 1131 373</box>
